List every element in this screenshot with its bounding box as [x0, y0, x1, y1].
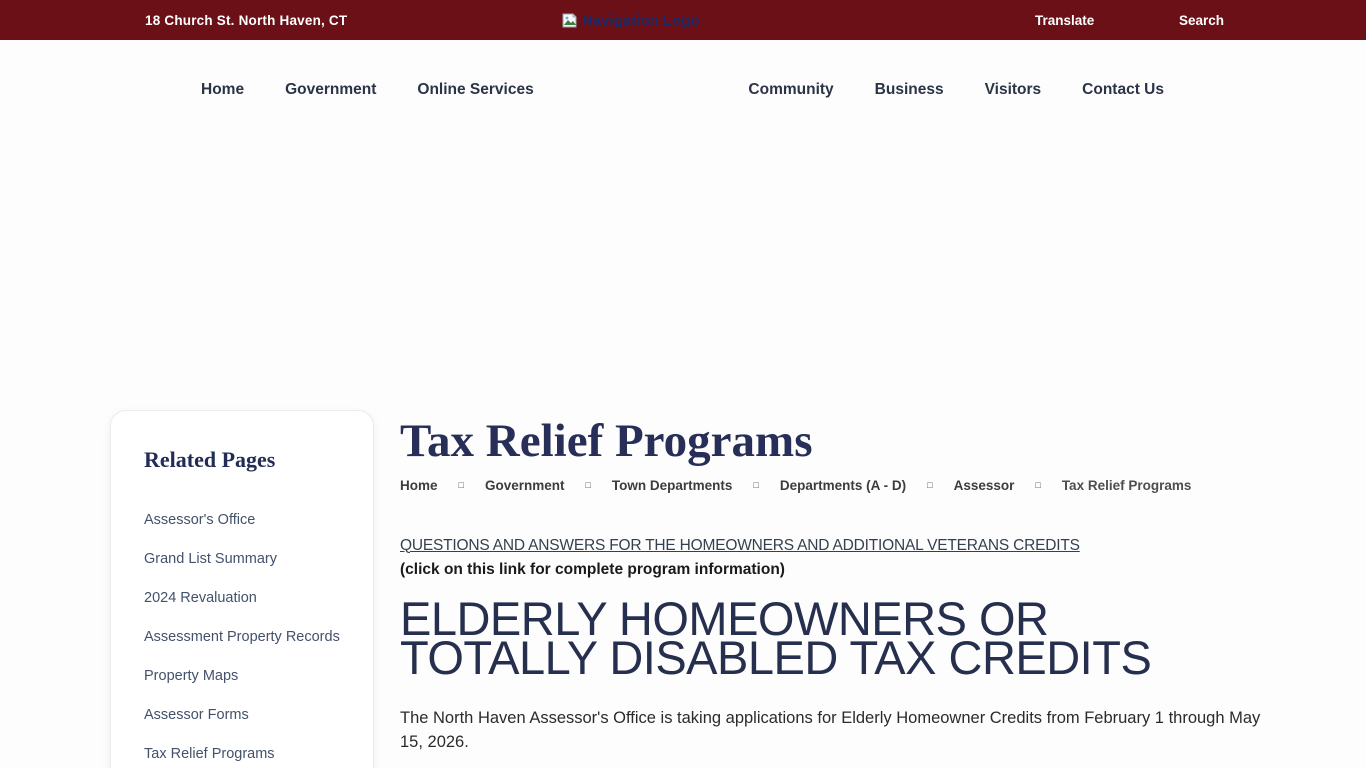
- heading-line-2: TOTALLY DISABLED TAX CREDITS: [400, 630, 1152, 684]
- nav-item-visitors[interactable]: Visitors: [984, 81, 1042, 98]
- nav-item-contact-us[interactable]: Contact Us: [1082, 81, 1164, 98]
- sidebar-item-tax-relief-programs[interactable]: Tax Relief Programs: [144, 746, 275, 762]
- elderly-credits-heading: [400, 591, 1270, 684]
- main-navigation: [0, 40, 1366, 140]
- qa-credits-link[interactable]: QUESTIONS AND ANSWERS FOR THE HOMEOWNERS AND ADDITIONAL VETERANS CREDITS: [400, 536, 1080, 554]
- breadcrumb-town-departments[interactable]: Town Departments: [611, 477, 733, 493]
- breadcrumb-separator-icon: □: [1035, 480, 1041, 491]
- breadcrumb-separator-icon: □: [458, 480, 464, 491]
- sidebar-item-property-maps[interactable]: Property Maps: [144, 668, 239, 684]
- site-logo-broken[interactable]: [562, 0, 700, 40]
- breadcrumb-separator-icon: □: [753, 480, 759, 491]
- nav-item-online-services[interactable]: Online Services: [417, 81, 534, 98]
- related-pages-title: Related Pages: [144, 447, 276, 472]
- broken-image-icon: [562, 13, 579, 28]
- main-content: [400, 416, 1270, 755]
- breadcrumb-separator-icon: □: [585, 480, 591, 491]
- utility-topbar: [0, 0, 1366, 40]
- breadcrumb-departments-a-d[interactable]: Departments (A - D): [779, 477, 907, 493]
- translate-button[interactable]: Translate: [1035, 12, 1095, 28]
- sidebar-item-assessors-office[interactable]: Assessor's Office: [144, 512, 256, 528]
- breadcrumb-separator-icon: □: [927, 480, 933, 491]
- breadcrumb-assessor[interactable]: Assessor: [953, 477, 1015, 493]
- breadcrumb-home[interactable]: Home: [400, 477, 438, 493]
- sidebar-item-assessment-property-records[interactable]: Assessment Property Records: [144, 629, 340, 645]
- sidebar-item-2024-revaluation[interactable]: 2024 Revaluation: [144, 590, 257, 606]
- logo-alt-text: Navigation Logo: [582, 11, 700, 29]
- breadcrumb: [400, 478, 1270, 493]
- related-pages-list: [144, 501, 353, 768]
- nav-item-government[interactable]: Government: [285, 81, 377, 98]
- related-pages-card: [110, 410, 374, 768]
- nav-item-community[interactable]: Community: [748, 81, 834, 98]
- nav-item-business[interactable]: Business: [874, 81, 944, 98]
- search-button[interactable]: Search: [1179, 12, 1225, 28]
- breadcrumb-current-page: Tax Relief Programs: [1061, 477, 1192, 493]
- nav-group-left: [201, 81, 534, 99]
- sidebar-item-assessor-forms[interactable]: Assessor Forms: [144, 707, 249, 723]
- intro-paragraph: The North Haven Assessor's Office is taking applications for Elderly Homeowner Credits from February 1 through May 15, 2026.: [400, 708, 1261, 751]
- qa-link-note: (click on this link for complete program information): [400, 560, 785, 578]
- heading-line-1: ELDERLY HOMEOWNERS OR: [400, 591, 1049, 645]
- page-title: Tax Relief Programs: [400, 415, 813, 467]
- nav-group-right: [748, 81, 1164, 99]
- sidebar-item-grand-list-summary[interactable]: Grand List Summary: [144, 551, 277, 567]
- breadcrumb-government[interactable]: Government: [484, 477, 565, 493]
- nav-item-home[interactable]: Home: [201, 81, 245, 98]
- address-text: 18 Church St. North Haven, CT: [145, 12, 348, 28]
